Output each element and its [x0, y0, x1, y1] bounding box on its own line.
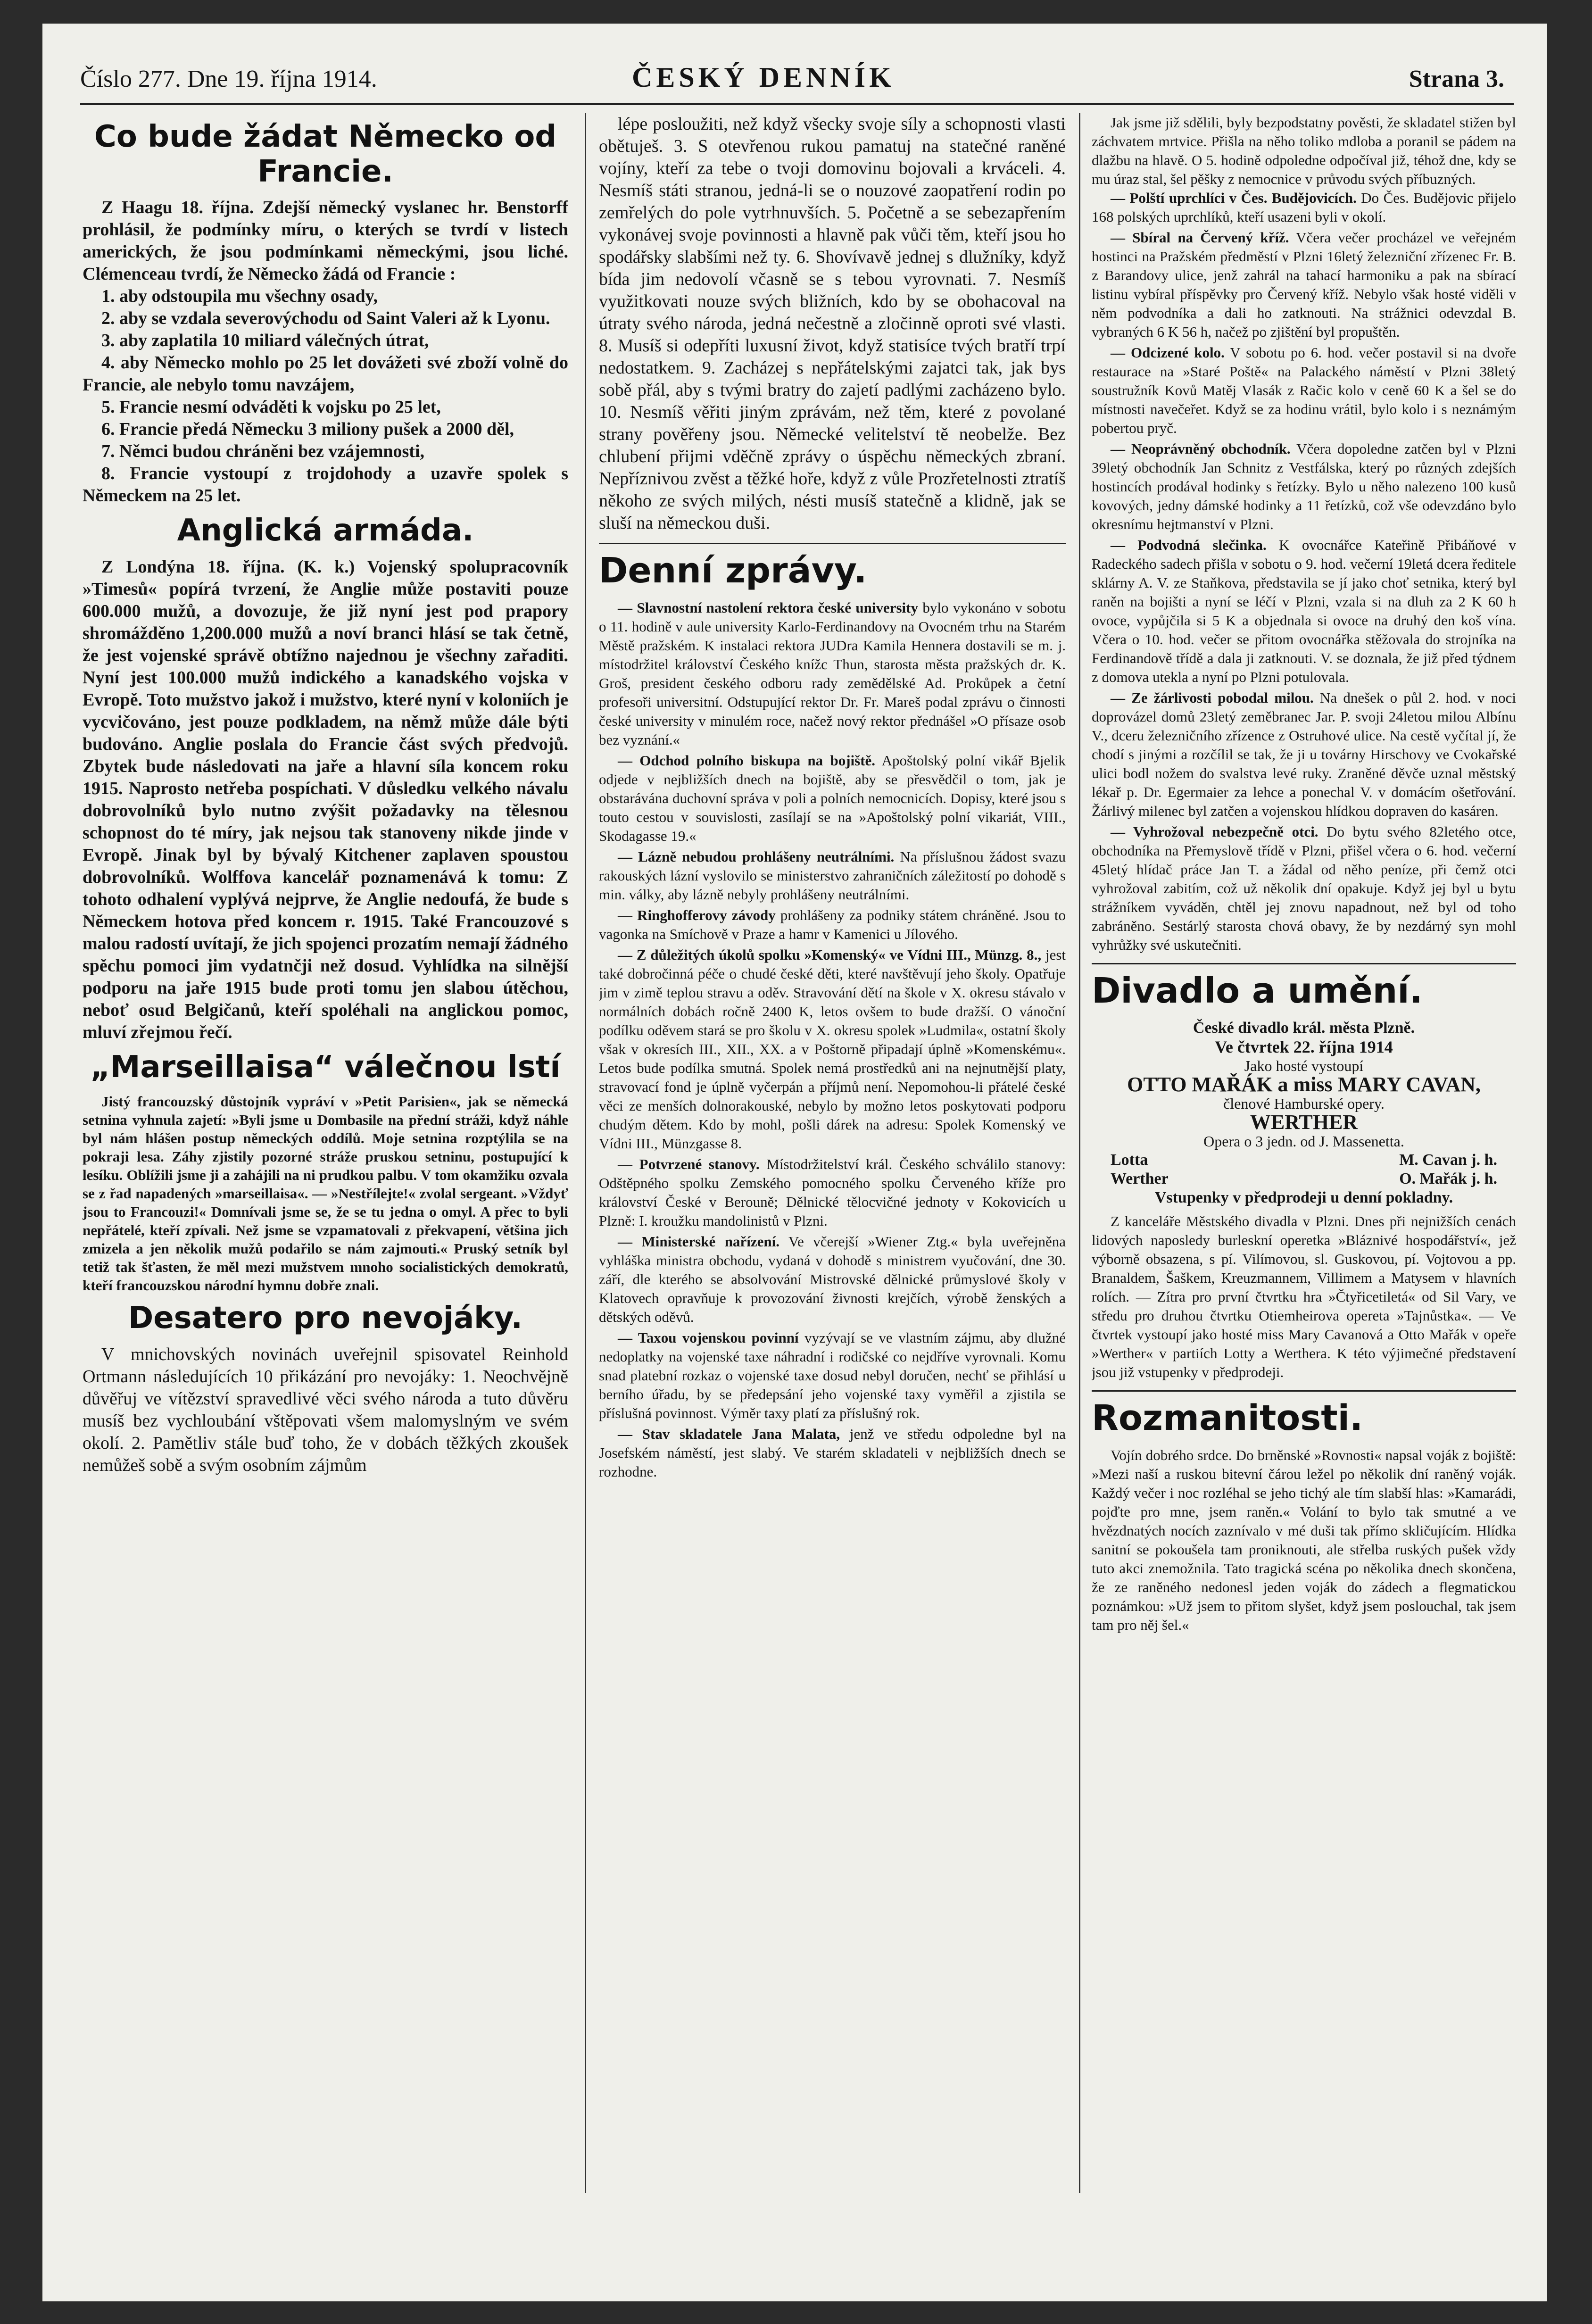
article-body: Z kanceláře Městského divadla v Plzni. Dnes při nejnižších cenách lidových naposledy burleskní operetka »Bláznivé hospodářství«, jež výborně obsazena, s pí. Vilímovou, sl. Guskovou, pí. Vojtovou a pp. Branaldem, Šaškem, Kreuzmannem, Villimem a Matysem v hlavních rolích. — Zítra pro první čtvrtku hra »Čtyřicetiletá« od Sil Vary, ve středu pro druhou čtvrtku Otiemheirova opereta »Tajnůstka«. — Ve čtvrtek vystoupí jako hosté miss Mary Cavanová a Otto Mařák v opeře »Werther« v partiích Lotty a Werthera. K této výjimečné představení jsou již vstupenky v předprodeji.: [1092, 1213, 1516, 1381]
list-item: 6. Francie předá Německu 3 miliony pušek a 2000 děl,: [101, 419, 514, 440]
notice-line: Jako hosté vystoupí: [1244, 1057, 1364, 1075]
news-lead: — Odchod polního biskupa na bojiště.: [618, 752, 876, 769]
news-lead: — Ringhofferovy závody: [618, 907, 776, 924]
news-lead: — Podvodná slečinka.: [1111, 537, 1267, 553]
newspaper-page: [42, 24, 1547, 2301]
issue-date: Číslo 277. Dne 19. října 1914.: [80, 66, 377, 92]
news-text: bylo vykonáno v sobotu o 11. hodině v aule university Karlo-Ferdinandovy na Ovocném trhu na Starém Městě pražském. K instalaci rektora JUDra Kamila Hennera dostavili se m. j. místodržitel království Českého knížc Thun, starosta města pražských dr. K. Groš, president českého odboru rady zemědělské Ad. Prokůpek a četní profesoři universitní. Odstupující rektor Dr. Fr. Mareš podal zprávu o činnosti české university v minulém roce, načež nový rektor přednášel »O přísaze osob bez vyznání.«: [599, 599, 1066, 748]
news-text: jest také dobročinná péče o chudé české děti, které navštěvují jeho školy. Opatřuje jim v zimě teplou stravu a oděv. Stravování dětí na škole v X. okresu stávalo v normálních dobách ročně 2400 K, letos ovšem to bude dražší. O vánoční podílku oděvem stará se pro školu v X. okresu spolek »Ludmila«, ostatní školy však v okresích III., XII., XX. a v Poštorně připadají úplně »Komenskému«. Letos bude podílka smutná. Spolek nemá prostředků ani na nejnutnější platy, stravovací fond je úplně vyčerpán a příjmů není. Nepomohou-li přátelé české věci ze menších dolnorakouské, nebylo by možno letos poskytovati podporu chudým dětem. Kdo by mohl, pošli dárek na adresu: Spolek Komenský ve Vídni III., Münzgasse 8.: [599, 946, 1066, 1152]
news-lead: — Taxou vojenskou povinní: [618, 1329, 799, 1346]
news-item: [1092, 822, 1516, 954]
news-text: Apoštolský polní vikář Bjelik odjede v nejbližších dnech na bojiště, aby se přesvědčil o tom, jak je obstarávána duchovní správa v poli a polních nemocnicích. Dopisy, které jsou s touto cestou v souvislosti, zasílají se na »Apoštolský polní vikariát, VIII., Skodagasse 19.«: [599, 752, 1066, 845]
cast-actor: M. Cavan j. h.: [1399, 1151, 1497, 1169]
cast-row: [1092, 1170, 1516, 1188]
newspaper-title: ČESKÝ DENNÍK: [632, 62, 895, 93]
news-text: Na příslušnou žádost svazu rakouských lázní vyslovilo se ministerstvo zahraničních záležitostí po dohodě s min. války, aby lázně nebyly prohlášeny neutrálními.: [599, 848, 1066, 903]
news-lead: — Odcizené kolo.: [1111, 344, 1225, 361]
section-title: Denní zprávy.: [599, 550, 867, 591]
article-body: V mnichovských novinách uveřejnil spisovatel Reinhold Ortmann následujících 10 přikázání pro nevojáky: 1. Neochvějně důvěřuj ve vítězství spravedlivé věci svého národa a tuto důvěru musíš bez vychloubání vštěpovati všem malomyslným ve svém okolí. 2. Pamětliv stále buď toho, že v dobách těžkých zkoušek nemůžeš sobě a svým osobním zájmům: [83, 1344, 568, 1475]
column-3: [1092, 113, 1516, 2216]
article-body: Vojín dobrého srdce. Do brněnské »Rovnosti« napsal voják z bojiště: »Mezi naší a ruskou bitevní čárou ležel po několik dní raněný voják. Každý večer i noc rozléhal se jeho tichý ale tím slabší hlas: »Kamarádi, pojďte pro mne, jsem raněn.« Volání to bylo tak smutné a ve hvězdnatých nocích zaznívalo v mé duši tak přímo skličujícím. Hlídka sanitní se pokoušela tam proniknouti, ale střelba ruských pušek vždy tuto akci znemožnila. Tato tragická scéna po několika dnech skončena, že ze raněného nedonesl jeden voják do zádech a flegmatickou poznámkou: »Už jsem to přitom slyšet, když jsem poslouchal, tak jsem tam pro něj šel.«: [1092, 1447, 1516, 1634]
news-text: K ovocnářce Kateřině Přibáňové v Radeckého sadech přišla v sobotu o 9. hod. večerní 19letá dcera ředitele sklárny A. V. ze Staňkova, představila se jí jako choť setnika, který byl raněn na bojišti a nyní se léčí v Plzni, vzala si na dluh za 2 K 60 h ovoce, vypůjčila si 5 K a objednala si ovoce na druhý den koš vína. Včera o 10. hod. večer se přitom ovocnářka stěžovala do strojníka na Ferdinandově třídě a dala ji zatknouti. V. se doznala, že již před týdnem z domova utekla a nyní po Plzni potulovala.: [1092, 537, 1516, 685]
header-rule: [80, 103, 1514, 105]
notice-line: WERTHER: [1250, 1111, 1358, 1134]
article-intro: Z Haagu 18. října. Zdejší německý vyslanec hr. Benstorff prohlásil, že podmínky míru, o kterých se tvrdí v listech amerických, že jsou podmínkami německými, jsou liché. Clémenceau tvrdí, že Německo žádá od Francie :: [83, 198, 568, 284]
theatre-notice: [1092, 1019, 1516, 1207]
list-item: 3. aby zaplatila 10 miliard válečných útrat,: [101, 331, 429, 351]
list-item: 7. Němci budou chráněni bez vzájemnosti,: [101, 441, 425, 462]
notice-line: členové Hamburské opery.: [1223, 1095, 1385, 1112]
news-lead: — Ze žárlivosti pobodal milou.: [1111, 689, 1314, 706]
news-lead: — Polští uprchlíci v Čes. Budějovicích.: [1111, 190, 1357, 206]
article-body: lépe posloužiti, než když všecky svoje síly a schopnosti vlasti obětuješ. 3. S otevřenou rukou pamatuj na statečné raněné vojíny, kteří za tebe o tvoji domovinu bojovali a krváceli. 4. Nesmíš státi stranou, jedná-li se o nouzové zaopatření rodin po zemřelých do pole vytrhnuvších. 5. Početně a se sebezapřením vykonávej svoje povinnosti a hlavně pak vůči těm, kteří jsou ho spodářsky slabšími než ty. 6. Shovívavě jednej s dlužníky, když bída jim nedovolí včasně se s tebou vyrovnati. 7. Nesmíš využitkovati nouze svých bližních, kdo by se obohacoval na útraty svého národa, jedná nečestně a zločinně oproti své vlasti. 8. Musíš si odepříti luxusní život, když statisíce tvých bratří trpí nedostatkem. 9. Zacházej s nepřátelskými zajatci tak, jak bys sobě přál, aby s tvými bratry do zajetí padlými zacházeno bylo. 10. Nesmíš věřiti jiným zprávám, než těm, které z povolané strany pověřeny jsou. Německé velitelství tě neobelže. Bez chlubení přijmi vděčně zprávy o úspěchu německých zbraní. Nepříznivou zvěst a těžké hoře, když z vůle Prozřetelnosti ztratíš někoho ze svých milých, nésti musíš statečně a klidně, jak se sluší na německou duši.: [599, 114, 1066, 533]
notice-line: Opera o 3 jedn. od J. Massenetta.: [1203, 1133, 1404, 1150]
news-text: Místodržitelství král. Českého schválilo stanovy: Odštěpného spolku Zemského pomocného spolku Červeného kříže pro království České v Berouně; Dělnické tělocvičné jednoty v Kokovicích u Plzně: I. kroužku mandolinistů v Plzni.: [599, 1156, 1066, 1229]
news-item: [599, 1328, 1066, 1423]
cast-role: Lotta: [1111, 1151, 1148, 1169]
news-lead: — Stav skladatele Jana Malata,: [618, 1426, 840, 1443]
news-item: [1092, 189, 1516, 226]
cast-row: [1092, 1151, 1516, 1170]
news-text: Včera dopoledne zatčen byl v Plzni 39letý obchodník Jan Schnitz z Vestfálska, který po různých zdejších hostincích prodával hodinky s řetízky. Bylo u něho nalezeno 100 kusů kovových, jedny dámské hodinky a 11 řetízků, což vše odevzdáno bylo okresnímu hejtmanství v Plzni.: [1092, 440, 1516, 532]
news-item: [599, 1232, 1066, 1327]
column-divider: [585, 113, 586, 2193]
news-lead: — Vyhrožoval nebezpečně otci.: [1111, 823, 1318, 840]
section-rule: [1092, 963, 1516, 964]
news-list: [599, 598, 1066, 1481]
list-item: 5. Francie nesmí odváděti k vojsku po 25 let,: [101, 397, 441, 417]
article-title: Anglická armáda.: [177, 513, 474, 548]
list-item: 2. aby se vzdala severovýchodu od Saint Valeri až k Lyonu.: [101, 308, 550, 329]
notice-line: České divadlo král. města Plzně.: [1193, 1019, 1415, 1037]
news-item: [599, 598, 1066, 749]
news-text: prohlášeny za podniky státem chráněné. Jsou to vagonka na Smíchově v Praze a hamr v Kamenici u Jílového.: [599, 907, 1066, 943]
list-item: 8. Francie vystoupí z trojdohody a uzavře spolek s Německem na 25 let.: [83, 464, 568, 506]
news-item: [599, 906, 1066, 944]
news-item: [1092, 689, 1516, 821]
news-item: [1092, 228, 1516, 341]
news-text: V sobotu po 6. hod. večer postavil si na dvoře restaurace na »Staré Poště« na Palackého náměstí v Plzni 38letý soustružník Kovů Matěj Vlasák z Račic kolo v ceně 60 K a šel se do místnosti navečeřet. Když se za hodinu vrátil, bylo kolo i s neznámým pobertou pryč.: [1092, 344, 1516, 436]
news-item: [599, 847, 1066, 904]
news-text: Ve včerejší »Wiener Ztg.« byla uveřejněna vyhláška ministra obchodu, vydaná v dohodě s ministrem vyučování, dne 30. září, dle kterého se absolvování Mistrovské dělnické průmyslové školy v Klatovech opravňuje k provozování živnosti krejčích, výrobě ženských a dětských oděvů.: [599, 1233, 1066, 1326]
column-divider: [1079, 113, 1080, 2193]
masthead: [42, 57, 1547, 99]
notice-line: OTTO MAŘÁK a miss MARY CAVAN,: [1127, 1073, 1481, 1096]
news-lead: — Sbíral na Červený kříž.: [1111, 229, 1289, 246]
column-2: [599, 113, 1066, 2216]
news-item: [1092, 343, 1516, 438]
news-lead: — Neoprávněný obchodník.: [1111, 440, 1291, 457]
news-item: [599, 751, 1066, 846]
news-text: Do bytu svého 82letého otce, obchodníka na Přemyslově třídě v Plzni, přišel včera o 6. hod. večerní 45letý hlídač práce Jan T. a žádal od něho peníze, při čemž otci vyhrožoval zabitím, což už několik dní opakuje. Když jej byl u bytu strážníkem vyváděn, chtěl jej znovu napadnout, než byl od toho zabráněno. Sestárlý starosta chová obavy, že by nezdárný syn mohl vyhrůžky své uskutečniti.: [1092, 823, 1516, 953]
news-item: [1092, 440, 1516, 534]
section-rule: [599, 543, 1066, 544]
list-item: 4. aby Německo mohlo po 25 let dovážeti své zboží volně do Francie, ale nebylo tomu navzájem,: [83, 353, 568, 395]
article-title: Desatero pro nevojáky.: [128, 1301, 522, 1336]
article-body: Jak jsme již sdělili, byly bezpodstatny pověsti, že skladatel stižen byl záchvatem mrtvice. Přišla na něho toliko mdloba a poranil se pádem na dlažbu na hlavě. O 5. hodině odpoledne odpočíval již, téhož dne, kdy se mu úraz stal, šel pěšky z nemocnice v průvodu svých příbuzných.: [1092, 114, 1516, 187]
news-lead: — Slavnostní nastolení rektora české university: [618, 599, 918, 616]
article-title: Co bude žádat Německo od Francie.: [94, 119, 557, 189]
news-text: vyzývají se ve vlastním zájmu, aby dlužné nedoplatky na vojenské taxe náhradní i rodičské co nejdříve vyrovnali. Komu snad platební rozkaz o vojenské taxe dosud nebyl doručen, nechť se přihlásí u berního úřadu, by se předepsání jeho vojenské taxy vyměřil a zjistila se příslušná povinnost. Výměr taxy platí za příslušný rok.: [599, 1329, 1066, 1422]
news-lead: — Lázně nebudou prohlášeny neutrálními.: [618, 848, 895, 865]
article-body: Jistý francouzský důstojník vypráví v »Petit Parisien«, jak se německá setnina vyhnula zajetí: »Byli jsme u Dombasile na přední stráži, když náhle byl nám hlášen postup německých oddílů. Moje setnina rozptýlila se na pokraji lesa. Záhy zjistily pozorné stráže pruskou setninu, postupující k lesíku. Oblížili jsme ji a zahájili na ni prudkou palbu. V tom okamžiku ozvala se z řad napadených »marseillaisa«. — »Nestřílejte!« zvolal sergeant. »Vždyť jsou to Francouzi!« Domnívali jsme se, že se tu jedna o omyl. A přec to byli nepřátelé, kteří zpívali. Než jsme se vzpamatovali z překvapení, většina jich zmizela a jen několik mužů podařilo se nám zajmouti.« Pruský setník byl tetiž tak šťasten, že měl mezi mužstvem mnoho socialistických demokratů, kteří francouzskou národní hymnu dobře znali.: [83, 1093, 568, 1294]
section-title: Rozmanitosti.: [1092, 1398, 1363, 1439]
news-item: [599, 1425, 1066, 1481]
notice-line: Ve čtvrtek 22. října 1914: [1215, 1038, 1393, 1057]
list-item: 1. aby odstoupila mu všechny osady,: [101, 286, 378, 307]
article-title: „Marseillaisa“ válečnou lstí: [90, 1049, 561, 1085]
news-item: [1092, 536, 1516, 687]
news-lead: — Z důležitých úkolů spolku »Komenský« ve Vídni III., Münzg. 8.,: [618, 946, 1042, 963]
news-item: [599, 946, 1066, 1153]
news-item: [599, 1155, 1066, 1230]
news-text: Včera večer procházel ve veřejném hostinci na Pražském předměstí v Plzni 16letý železniční zřízenec Fr. B. z Barandovy ulice, jenž zahrál na tahací harmoniku a pak na sbírací listinu vybíral příspěvky pro Červený kříž. Nebylo však hosté viděli v něm podvodníka a dali ho zatknouti. Na strážnici odevzdal B. vybraných 6 K 56 h, načež po zjištění byl propuštěn.: [1092, 229, 1516, 340]
demands-list: [83, 285, 568, 507]
page-number: Strana 3.: [1409, 66, 1504, 92]
cast-actor: O. Mařák j. h.: [1399, 1170, 1497, 1188]
section-rule: [1092, 1390, 1516, 1392]
news-text: jenž ve středu odpoledne byl na Josefském náměstí, jest slabý. Ve starém skladateli v nejbližších dnech se rozhodne.: [599, 1426, 1066, 1480]
news-lead: — Potvrzené stanovy.: [618, 1156, 760, 1173]
section-title: Divadlo a umění.: [1092, 971, 1423, 1011]
notice-line: Vstupenky v předprodeji u denní pokladny.: [1154, 1189, 1453, 1207]
cast-role: Werther: [1111, 1170, 1169, 1188]
article-body: Z Londýna 18. října. (K. k.) Vojenský spolupracovník »Timesů« popírá tvrzení, že Anglie může postaviti pouze 600.000 mužů, a dovozuje, že již nyní jest pod prapory shromážděno 1,200.000 mužů a noví branci hlásí se tak četně, že jest vojenské správě obtížno najednou je všechny zařaditi. Nyní jest 100.000 mužů indického a kanadského vojska v Evropě. Toto mužstvo jakož i mužstvo, které nyní v koloniích je vycvičováno, jest pouze podkladem, na němž může dále býti budováno. Anglie poslala do Francie část svých předvojů. Zbytek bude následovati na jaře a hlavní síla koncem roku 1915. Naprosto netřeba pospíchati. V důsledku velkého návalu dobrovolníků bylo nutno zvýšit požadavky na tělesnou schopnost do té míry, jak nejsou tak stanoveny nikde jinde v Evropě. Jinak byl by bývalý Kitchener zaplaven spoustou dobrovolníků. Wolffova kancelář poznamenává k tomu: Z tohoto odhalení vyplývá nejprve, že Anglie nedoufá, že bude s Německem hotova před koncem r. 1915. Také Francouzové s malou radostí uvítají, že jich spojenci prozatím nemají žádného spěchu pomoci jim vydatnčji než dosud. Vyhlídka na silnější podporu na jaře 1915 bude proti tomu jen slabou útěchou, neboť osud Belgičanů, kteří spoléhali na anglickou pomoc, mluví zřejmou řečí.: [83, 556, 568, 1042]
news-text: Na dnešek o půl 2. hod. v noci doprovázel domů 23letý zeměbranec Jar. P. svoji 24letou milou Albínu V., dceru železničního zřízence z Ostruhové ulice. Na cestě vyčítal jí, že chodí s jinými a rozčílil se tak, že ji u továrny Hirschovy ve Cvokařské ulici bodl nožem do svalstva levé ruky. Zraněné děvče uznal městský lékař p. Dr. Egermaier za lehce a ponechal V. v domácím ošetřování. Žárlivý milenec byl zatčen a vojenskou hlídkou dopraven do kasáren.: [1092, 689, 1516, 819]
news-text: Do Čes. Budějovic přijelo 168 polských uprchlíků, kteří usazeni byli v okolí.: [1092, 190, 1516, 225]
column-1: [83, 113, 568, 2216]
news-lead: — Ministerské nařízení.: [618, 1233, 780, 1250]
